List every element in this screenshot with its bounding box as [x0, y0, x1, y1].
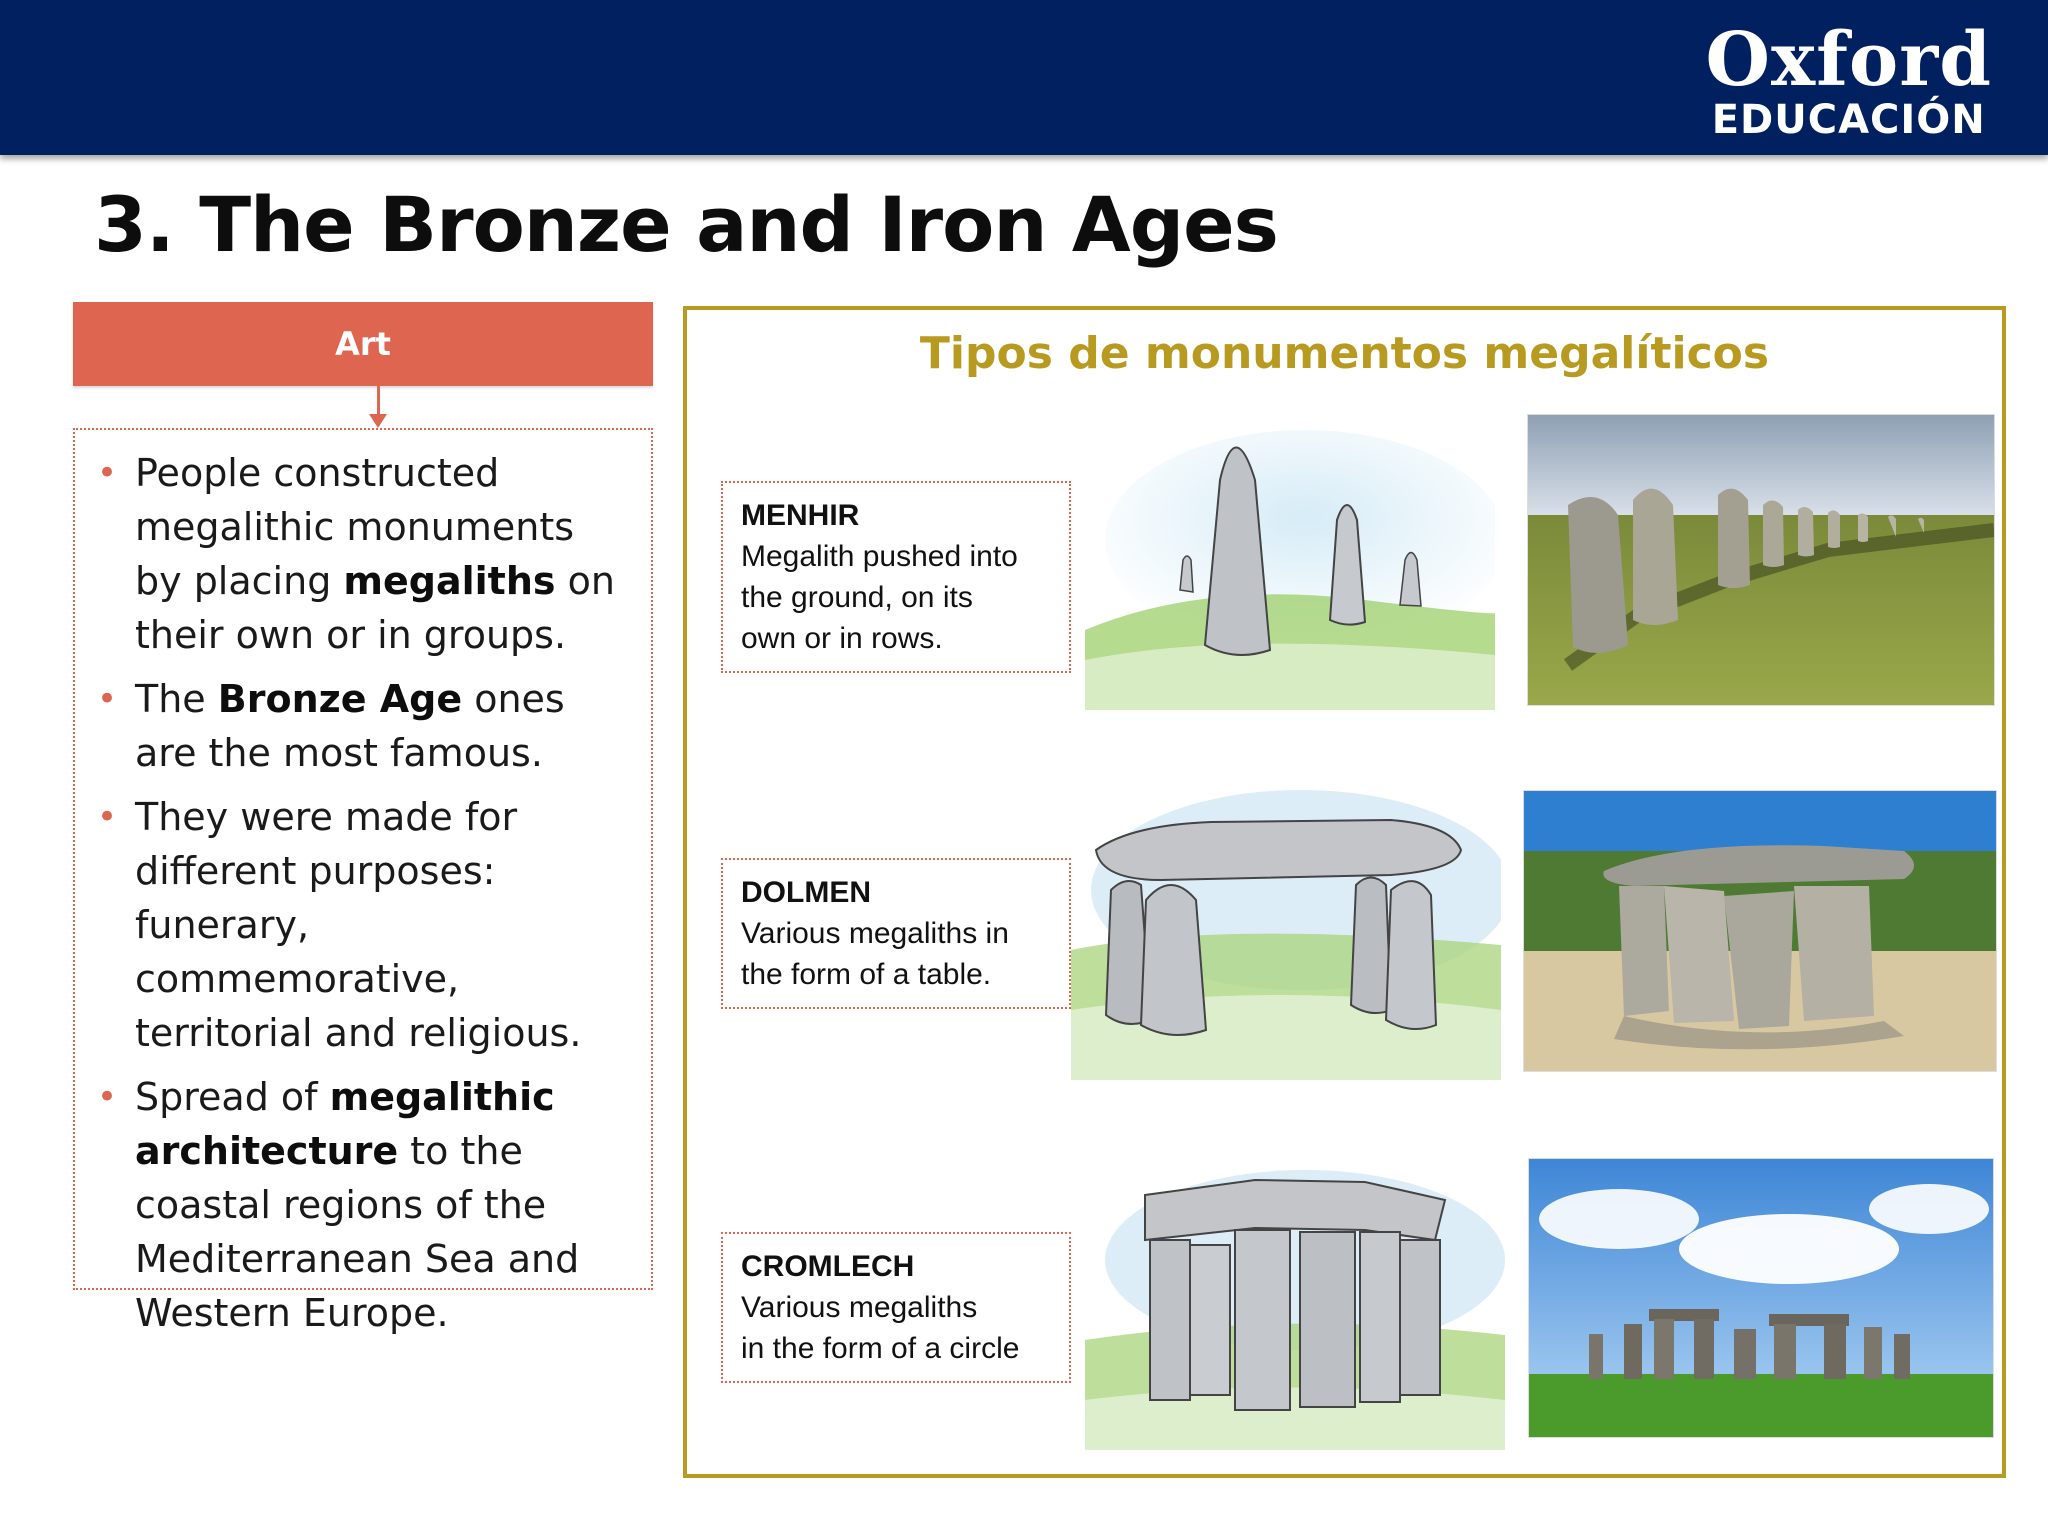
cromlech-illustration [1085, 1160, 1505, 1450]
art-header [73, 302, 653, 386]
type-desc-line: in the form of a circle [741, 1332, 1020, 1365]
megalith-types-panel [683, 306, 2006, 1478]
art-header-label: Art [335, 325, 391, 363]
type-desc-line: the form of a table. [741, 958, 992, 991]
art-bullet-item [95, 672, 631, 780]
type-desc-line: Various megaliths [741, 1291, 978, 1324]
bullet-text: ones are the most famous. [135, 677, 565, 775]
bullet-dot-icon: • [97, 1077, 118, 1117]
cromlech-photo [1528, 1158, 1994, 1438]
type-name: CROMLECH [741, 1250, 915, 1283]
bullet-bold-text: megalithic architecture [135, 1075, 555, 1173]
bullet-dot-icon: • [97, 453, 118, 493]
bullet-text: on their own or in groups. [135, 559, 615, 657]
type-desc-line: Megalith pushed into [741, 540, 1018, 573]
art-bullet-item [95, 1070, 631, 1340]
dolmen-illustration [1071, 780, 1501, 1080]
menhir-illustration [1085, 410, 1495, 710]
megalith-types-title: Tipos de monumentos megalíticos [919, 328, 1770, 379]
bullet-dot-icon: • [97, 797, 118, 837]
bullet-bold-text: megaliths [343, 559, 556, 603]
logo-oxford-text: Oxford [1705, 17, 1992, 103]
dolmen-label-box [721, 858, 1071, 1009]
header-bar [0, 0, 2048, 155]
bullet-bold-text: Bronze Age [217, 677, 463, 721]
type-name: MENHIR [741, 499, 860, 532]
type-name: DOLMEN [741, 876, 871, 909]
page-title: 3. The Bronze and Iron Ages [94, 180, 1278, 269]
type-desc-line: own or in rows. [741, 622, 943, 655]
type-desc-line: Various megaliths in [741, 917, 1009, 950]
art-bullet-item [95, 790, 631, 1060]
type-desc-line: the ground, on its [741, 581, 973, 614]
bullet-text: to the coastal regions of the Mediterranean Sea and Western Europe. [135, 1129, 580, 1335]
logo-educacion-text: EDUCACIÓN [1711, 97, 1986, 143]
art-bullet-list [95, 446, 631, 1340]
menhir-label-box [721, 481, 1071, 673]
bullet-text: They were made for different purposes: funerary, commemorative, territorial and religious. [135, 795, 582, 1055]
bullet-text: People constructed megalithic monuments by placing [135, 451, 575, 603]
art-text-box [73, 428, 653, 1335]
menhir-photo [1527, 414, 1995, 706]
bullet-text: Spread of [135, 1075, 330, 1119]
oxford-logo [1705, 17, 1993, 143]
arrow-head-icon [369, 414, 387, 428]
bullet-dot-icon: • [97, 679, 118, 719]
art-bullet-item [95, 446, 631, 662]
cromlech-label-box [721, 1232, 1071, 1383]
bullet-text: The [135, 677, 218, 721]
dolmen-photo [1523, 790, 1997, 1072]
